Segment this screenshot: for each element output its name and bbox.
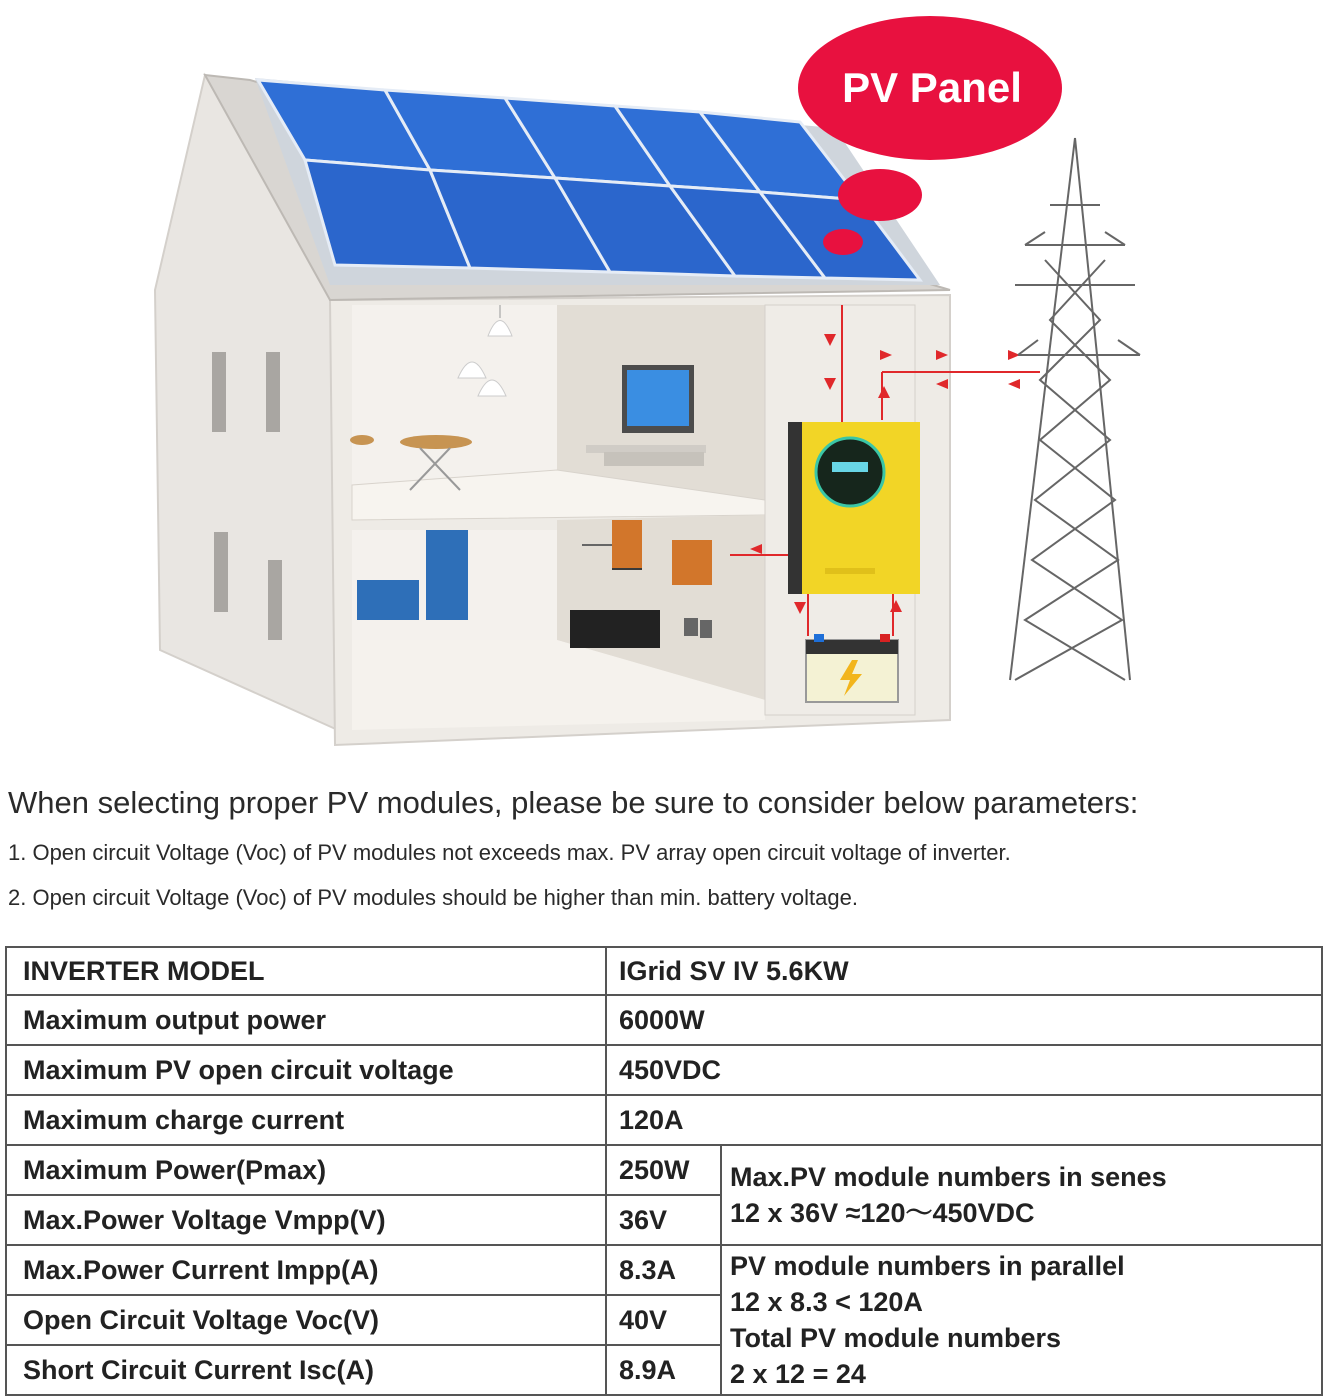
battery — [806, 634, 898, 702]
row-label: Max.Power Current Impp(A) — [6, 1245, 606, 1295]
note-2: 2. Open circuit Voltage (Voc) of PV modules should be higher than min. battery voltage. — [8, 885, 858, 910]
note-1: 1. Open circuit Voltage (Voc) of PV modules not exceeds max. PV array open circuit voltage of inverter. — [8, 840, 1011, 865]
series-note — [721, 1145, 1322, 1245]
table-row — [6, 1145, 1322, 1195]
transmission-tower — [1010, 138, 1140, 680]
row-value: 8.3A — [606, 1245, 721, 1295]
row-label: Maximum PV open circuit voltage — [6, 1045, 606, 1095]
table-row — [6, 1245, 1322, 1295]
row-value: 36V — [606, 1195, 721, 1245]
row-value: 40V — [606, 1295, 721, 1345]
row-value: 120A — [606, 1095, 1322, 1145]
hybrid-inverter — [788, 422, 920, 594]
row-label: Maximum charge current — [6, 1095, 606, 1145]
row-label: Maximum output power — [6, 995, 606, 1045]
table-row — [6, 1095, 1322, 1145]
series-note-line: 12 x 36V ≈120～450VDC — [730, 1198, 1035, 1228]
inverter-model-value: IGrid SV IV 5.6KW — [606, 947, 1322, 995]
table-row — [6, 947, 1322, 995]
row-value: 8.9A — [606, 1345, 721, 1395]
row-value: 450VDC — [606, 1045, 1322, 1095]
table-row — [6, 995, 1322, 1045]
row-label: Open Circuit Voltage Voc(V) — [6, 1295, 606, 1345]
intro-headline: When selecting proper PV modules, please be sure to consider below parameters: — [8, 785, 1139, 820]
row-value: 250W — [606, 1145, 721, 1195]
row-value: 6000W — [606, 995, 1322, 1045]
pv-panel-label: PV Panel — [842, 64, 1022, 111]
parallel-note-line: PV module numbers in parallel — [730, 1251, 1125, 1281]
parallel-note-line: 12 x 8.3 < 120A — [730, 1287, 923, 1317]
row-label: Short Circuit Current Isc(A) — [6, 1345, 606, 1395]
spec-table — [5, 946, 1323, 1396]
series-note-line: Max.PV module numbers in senes — [730, 1162, 1167, 1192]
parallel-note-line: Total PV module numbers — [730, 1323, 1062, 1353]
parallel-note-line: 2 x 12 = 24 — [730, 1359, 866, 1389]
parallel-note — [721, 1245, 1322, 1395]
row-label: Max.Power Voltage Vmpp(V) — [6, 1195, 606, 1245]
row-label: Maximum Power(Pmax) — [6, 1145, 606, 1195]
row-label: INVERTER MODEL — [6, 947, 606, 995]
table-row — [6, 1045, 1322, 1095]
